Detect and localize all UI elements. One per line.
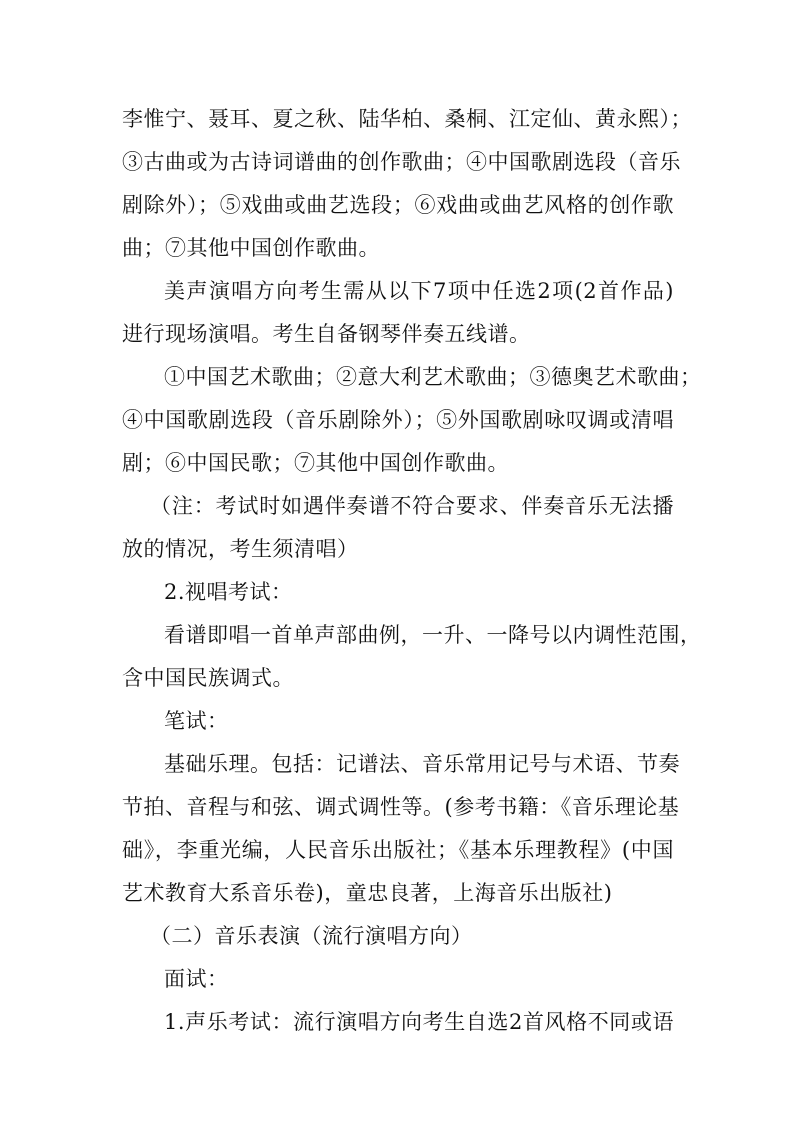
text-line-5: 美声演唱方向考生需从以下7项中任选2项(2首作品) (164, 279, 674, 303)
text-line-11: 放的情况，考生须清唱） (122, 537, 359, 561)
text-line-14: 含中国民族调式。 (122, 666, 294, 690)
text-line-19: 艺术教育大系音乐卷)，童忠良著，上海音乐出版社) (122, 881, 613, 905)
text-line-4: 曲；⑦其他中国创作歌曲。 (122, 236, 380, 260)
text-line-16: 基础乐理。包括：记谱法、音乐常用记号与术语、节奏 (164, 752, 680, 776)
text-line-12: 2.视唱考试： (164, 580, 293, 604)
text-line-13: 看谱即唱一首单声部曲例，一升、一降号以内调性范围， (164, 623, 702, 647)
text-line-9: 剧；⑥中国民歌；⑦其他中国创作歌曲。 (122, 451, 509, 475)
text-line-10: （注：考试时如遇伴奏谱不符合要求、伴奏音乐无法播 (150, 494, 674, 518)
text-line-1: 李惟宁、聂耳、夏之秋、陆华柏、桑桐、江定仙、黄永熙）； (122, 107, 692, 131)
text-line-17: 节拍、音程与和弦、调式调性等。(参考书籍：《音乐理论基 (122, 795, 680, 819)
text-line-22: 1.声乐考试：流行演唱方向考生自选2首风格不同或语 (164, 1010, 674, 1034)
text-line-7: ①中国艺术歌曲；②意大利艺术歌曲；③德奥艺术歌曲； (164, 365, 702, 389)
text-line-3: 剧除外）；⑤戏曲或曲艺选段；⑥戏曲或曲艺风格的创作歌 (122, 193, 674, 217)
text-line-18: 础》，李重光编，人民音乐出版社；《基本乐理教程》(中国 (122, 838, 674, 862)
text-line-6: 进行现场演唱。考生自备钢琴伴奏五线谱。 (122, 322, 531, 346)
text-line-15: 笔试： (164, 709, 229, 733)
text-line-20: （二）音乐表演（流行演唱方向） (150, 924, 473, 948)
text-line-2: ③古曲或为古诗词谱曲的创作歌曲；④中国歌剧选段（音乐 (122, 150, 681, 174)
text-line-8: ④中国歌剧选段（音乐剧除外）；⑤外国歌剧咏叹调或清唱 (122, 408, 674, 432)
text-line-21: 面试： (164, 967, 229, 991)
